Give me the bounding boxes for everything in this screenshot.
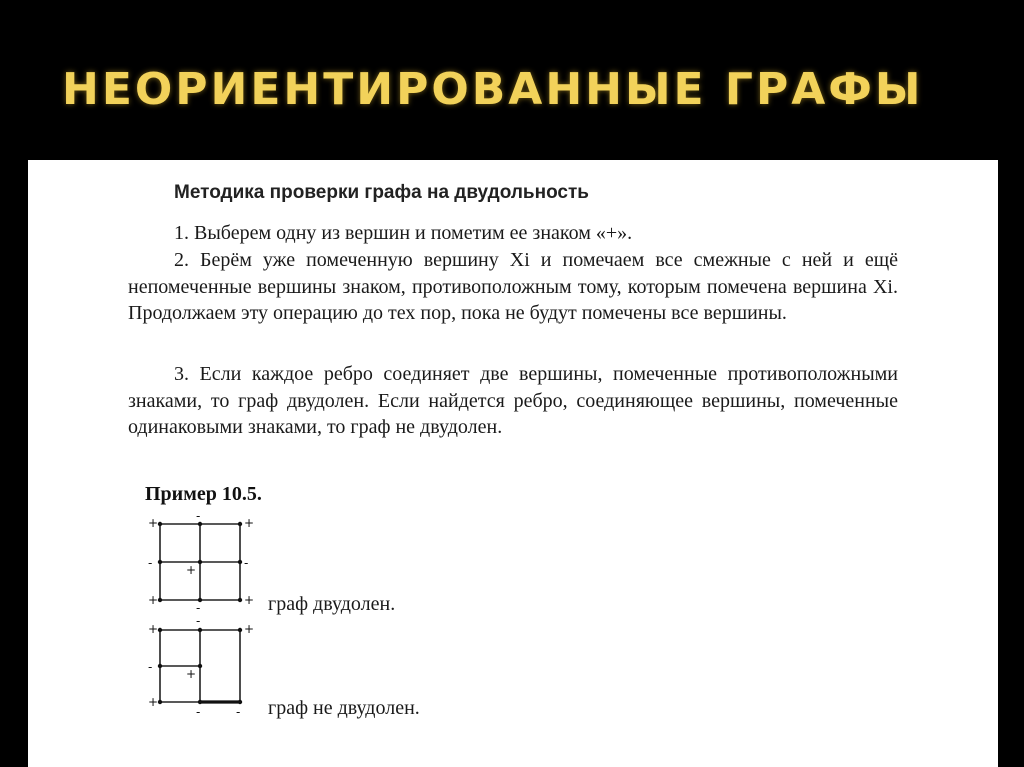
graph-2-caption: граф не двудолен.: [268, 697, 420, 719]
sign-plus: +: [148, 593, 159, 607]
sign-minus: -: [196, 514, 201, 523]
title-bar: [0, 0, 1024, 160]
step-3-paragraph: 3. Если каждое ребро соединяет две вершины, помеченные противоположными знаками, то граф двудолен. Если найдется ребро, соединяющее вершины, помеченные одинаковыми знаками, то граф не двудолен.: [128, 363, 898, 438]
document-heading: Методика проверки графа на двудольность: [174, 182, 589, 203]
sign-minus: -: [196, 705, 201, 718]
sign-plus: +: [186, 667, 197, 681]
sign-plus: +: [148, 622, 159, 636]
slide-title: НЕОРИЕНТИРОВАННЫЕ ГРАФЫ: [62, 64, 924, 115]
sign-plus: +: [244, 593, 255, 607]
example-title: Пример 10.5.: [145, 483, 262, 505]
sign-minus: -: [236, 705, 241, 718]
sign-plus: +: [244, 516, 255, 530]
sign-plus: +: [186, 563, 197, 577]
step-2-paragraph: 2. Берём уже помеченную вершину Xi и помечаем все смежные с ней и ещё непомеченные вершины знаком, противоположным тому, которым помечена вершина Xi. Продолжаем эту операцию до тех пор, пока не будут помечены все вершины.: [128, 249, 898, 324]
sign-minus: -: [196, 618, 201, 628]
sign-plus: +: [148, 695, 159, 709]
sign-minus: -: [148, 660, 153, 674]
sign-plus: +: [244, 622, 255, 636]
sign-minus: -: [244, 556, 249, 570]
content-area: [28, 160, 998, 767]
bipartite-graph-figure: [138, 514, 268, 614]
step-1-paragraph: 1. Выберем одну из вершин и пометим ее знаком «+».: [174, 222, 633, 244]
graph-1-caption: граф двудолен.: [268, 593, 396, 615]
sign-minus: -: [196, 601, 201, 614]
non-bipartite-graph-figure: [138, 618, 268, 718]
sign-minus: -: [148, 556, 153, 570]
sign-plus: +: [148, 516, 159, 530]
